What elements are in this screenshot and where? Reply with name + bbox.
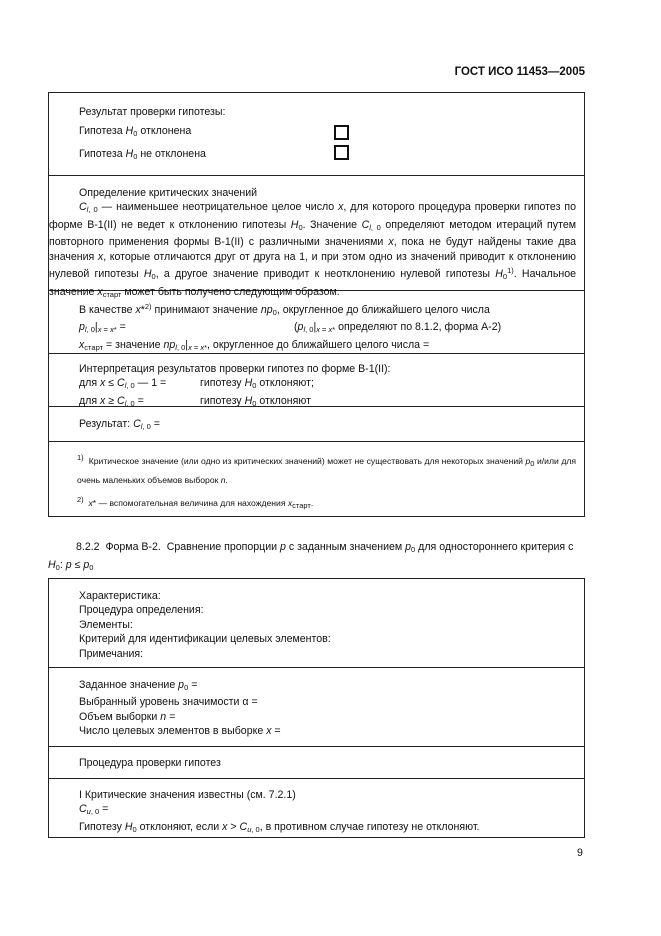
critical-values-text: $C_{l, 0}$ — наименьшее неотрицательное целое число x, для которого процедура проверки гипотез по форме B-1(II) не ведет к отклонению гипотезы $H_0$. Значение $C_{l, 0}$ определяют методом итераций путем повторного применения формы B-1(II) с различными значениями x, пока не будут найдены такие два значения x, которые отличаются друг от друга на 1, и при этом одно из значений приводит к отклонению нулевой гипотезы $H_0$, а другое значение приводит к неотклонению нулевой гипотезы $H_0^{1)}$. Начальное значение $x_{старт}$ может быть получено следующим образом.	[49, 201, 576, 299]
input-values-section	[49, 668, 584, 747]
hypothesis-not-rejected-row	[49, 147, 584, 164]
interpretation-1-condition: для $x \le C_{l, 0}$ — 1 =	[79, 377, 167, 391]
hypothesis-result-section	[49, 93, 584, 176]
critical-values-title: Определение критических значений	[79, 187, 258, 199]
interpretation-title: Интерпретация результатов проверки гипотез по форме B-1(II):	[79, 363, 391, 375]
p-value-definition: ($p_{l, 0}|_{x = x*}$ определяют по 8.1.2, форма A-2)	[294, 321, 502, 335]
footnotes-section	[49, 442, 584, 514]
p-value-line: $p_{l, 0}|_{x = x*}$ = ($p_{l, 0}|_{x = x*}$ определяют по 8.1.2, форма A-2)	[49, 320, 584, 337]
rejection-rule: Гипотезу $H_0$ отклоняют, если $x > C_{u, 0}$, в противном случае гипотезу не отклоняют.	[79, 820, 480, 834]
critical-known-section	[49, 779, 584, 837]
xstar-line: В качестве x*$^{2)}$ принимают значение $np_0$, округленное до ближайшего целого числа	[79, 302, 490, 317]
characteristics-section	[49, 579, 584, 668]
hypothesis-not-rejected-label: Гипотеза $H_0$ не отклонена	[79, 147, 206, 161]
procedure-title: Процедура проверки гипотез	[79, 757, 221, 769]
result-title: Результат проверки гипотезы:	[79, 106, 226, 118]
criterion-label: Критерий для идентификации целевых элементов:	[79, 633, 331, 646]
rejected-checkbox[interactable]	[334, 125, 349, 140]
result-section	[49, 407, 584, 442]
page-number: 9	[577, 847, 583, 859]
notes-label: Примечания:	[79, 647, 144, 660]
section-heading: 8.2.2 Форма B-2. Сравнение пропорции p с заданным значением $p_0$ для одностороннего критерия с $H_0$: $p \le p_0$	[48, 541, 574, 572]
cu-line: $C_{u, 0}$ =	[79, 803, 109, 817]
footnote-2: 2) x* — вспомогательная величина для нахождения xстарт.	[77, 495, 314, 510]
critical-known-title: I Критические значения известны (см. 7.2.1)	[79, 789, 296, 801]
p0-label: Заданное значение $p_0$ =	[79, 679, 198, 692]
footnote-1: 1) Критическое значение (или одно из критических значений) может не существовать для некоторых значений p0 и/или для очень маленьких объемов выборок n.	[77, 453, 577, 485]
xstar-section	[49, 291, 584, 354]
form-b1-table	[48, 92, 585, 517]
target-count-label: Число целевых элементов в выборке x =	[79, 725, 281, 738]
procedure-label: Процедура определения:	[79, 604, 204, 617]
form-b2-table	[48, 578, 585, 838]
document-header: ГОСТ ИСО 11453—2005	[454, 66, 585, 78]
result-line: Результат: $C_{l, 0}$ =	[79, 418, 160, 431]
interpretation-2-condition: для $x \ge C_{l, 0}$ =	[79, 394, 144, 408]
hypothesis-rejected-row	[49, 124, 584, 141]
alpha-label: Выбранный уровень значимости α =	[79, 696, 258, 709]
interpretation-2-result: гипотезу $H_0$ отклоняют	[200, 394, 311, 408]
characteristic-label: Характеристика:	[79, 590, 161, 602]
interpretation-row-1	[49, 376, 584, 393]
xstart-line: $x_{старт}$ = значение $np_{l, 0}|_{x = x*}$, округленное до ближайшего целого числа =	[79, 338, 430, 352]
elements-label: Элементы:	[79, 618, 133, 631]
interpretation-1-result: гипотезу $H_0$ отклоняют;	[200, 377, 314, 391]
procedure-section	[49, 747, 584, 779]
hypothesis-rejected-label: Гипотеза $H_0$ отклонена	[79, 125, 192, 139]
interpretation-section	[49, 354, 584, 407]
not-rejected-checkbox[interactable]	[334, 145, 349, 160]
critical-values-section	[49, 176, 584, 299]
sample-size-label: Объем выборки n =	[79, 710, 176, 723]
